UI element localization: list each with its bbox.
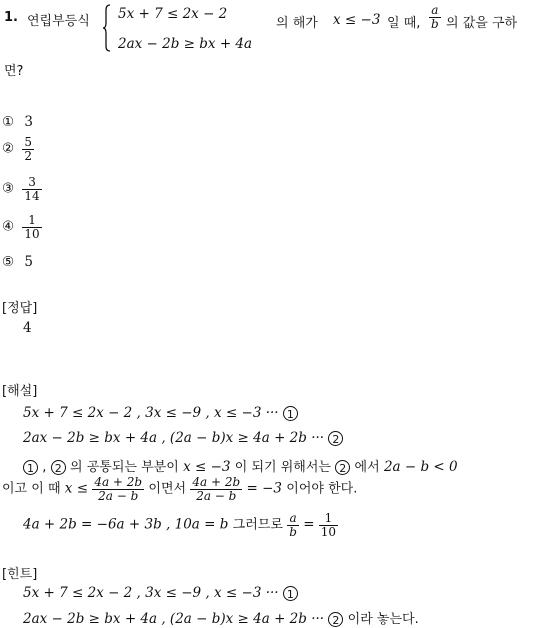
circled-two-icon: 2 [328,431,343,446]
choice-4[interactable] [2,214,42,240]
explanation-text: 에서 [354,460,380,475]
choice-numerator: 1 [22,214,41,228]
fraction-denominator: 10 [320,524,337,539]
explanation-label: [해설] [2,384,38,399]
explanation-math: x ≤ −3 [183,459,231,475]
fraction-denominator: b [431,16,439,31]
fraction-numerator: 4a + 2b [94,475,143,489]
explanation-text: 의 공통되는 부분이 [70,460,179,475]
fraction-numerator: 4a + 2b [192,475,241,489]
fraction-denominator: b [289,524,297,539]
hint-line-2 [23,608,419,627]
system-brace [103,4,111,52]
choice-2[interactable] [2,136,34,162]
explanation-text: 이면서 [148,481,187,497]
explanation-line-4 [2,476,357,502]
explanation-math: x ≤ [64,480,89,497]
circled-two-icon: 2 [328,612,343,627]
fraction-numerator: a [287,512,299,526]
explanation-line-3 [23,456,458,475]
problem-number: 1. [4,10,18,25]
question-part-2: 일 때, [387,16,421,31]
choice-3[interactable] [2,176,42,202]
explanation-text: 이고 이 때 [2,481,61,497]
choice-denominator: 2 [24,148,33,163]
answer-value: 4 [23,320,32,336]
choice-value: 3 [24,114,33,130]
hint-line-1 [23,585,298,601]
explanation-math: 2a − b < 0 [383,459,458,475]
choice-mark: ④ [2,218,15,235]
problem-prefix: 연립부등식 [27,14,90,29]
explanation-eq-2: 2ax − 2b ≥ bx + 4a , (2a − b)x ≥ 4a + 2b ··· [23,430,325,446]
choice-numerator: 5 [24,135,33,149]
question-condition: x ≤ −3 [333,12,381,28]
question-fraction [429,4,441,30]
explanation-math: = −3 [246,480,282,497]
circled-two-icon: 2 [335,460,350,475]
choice-denominator: 10 [24,226,40,241]
choice-numerator: 3 [22,176,41,190]
fraction-denominator: 2a − b [196,488,237,503]
system-inequality-2: 2ax − 2b ≥ bx + 4a [118,36,253,52]
choice-mark: ② [2,140,15,157]
question-part-3: 의 값을 구하 [446,16,518,31]
hint-text: 이라 놓는다. [347,612,419,627]
explanation-text: 이 되기 위해서는 [234,460,331,475]
fraction-denominator: 2a − b [98,488,139,503]
choice-value: 5 [24,254,33,270]
hint-label: [힌트] [2,567,38,582]
system-inequality-1: 5x + 7 ≤ 2x − 2 [118,6,228,22]
circled-one-icon: 1 [23,460,38,475]
explanation-text: 이어야 한다. [286,481,358,497]
choice-mark: ① [2,114,15,130]
comma: , [42,460,47,475]
question-continuation: 면? [4,64,24,79]
choice-mark: ③ [2,180,15,197]
explanation-math: 4a + 2b = −6a + 3b , 10a = b [23,516,229,533]
explanation-eq-1: 5x + 7 ≤ 2x − 2 , 3x ≤ −9 , x ≤ −3 ··· [23,405,279,421]
choice-mark: ⑤ [2,254,15,270]
explanation-line-5 [23,512,338,538]
circled-one-icon: 1 [283,586,298,601]
explanation-line-2 [23,430,343,446]
hint-eq-1: 5x + 7 ≤ 2x − 2 , 3x ≤ −9 , x ≤ −3 ··· [23,585,279,601]
explanation-text: 그러므로 [232,517,283,533]
question-part-1: 의 해가 [276,16,318,31]
answer-label: [정답] [2,301,38,316]
explanation-line-1 [23,405,298,421]
equals-sign: = [303,516,315,533]
fraction-numerator: a [429,4,441,18]
circled-one-icon: 1 [283,406,298,421]
choice-5[interactable] [2,254,33,270]
choice-1[interactable] [2,114,33,130]
fraction-numerator: 1 [319,512,338,526]
choice-denominator: 14 [24,188,40,203]
circled-two-icon: 2 [51,460,66,475]
hint-eq-2: 2ax − 2b ≥ bx + 4a , (2a − b)x ≥ 4a + 2b ··· [23,611,325,627]
